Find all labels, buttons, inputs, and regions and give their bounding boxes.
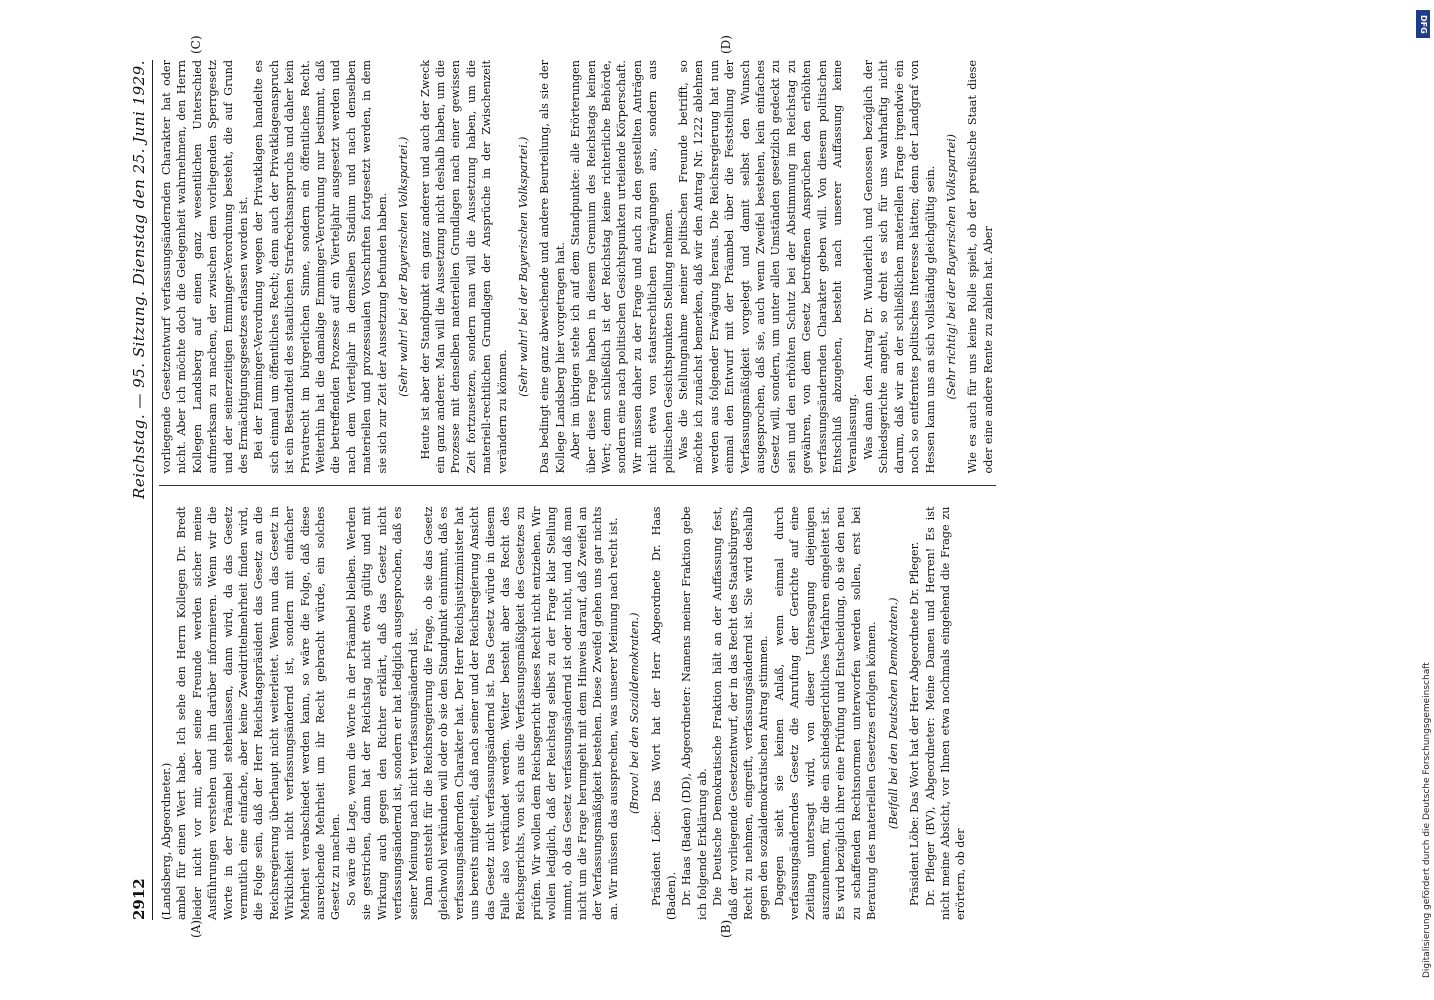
paragraph: Heute ist aber der Standpunkt ein ganz anderer und auch der Zweck ein ganz anderer. Man will die Aussetzung nicht deshalb haben, um die Prozesse mit denselben materiellen Grundlagen nach einer gewissen Zeit fortzusetzen, sondern man will die Aussetzung haben, um die materiell-rechtlichen Grundlagen der Ansprüche in der Zwischenzeit verändern zu können.: [418, 60, 509, 474]
paragraph: (Bravo! bei den Sozialdemokraten.): [628, 612, 642, 814]
paragraph: ambel für einen Wert habe. Ich sehe den Herrn Kollegen Dr. Bredt leider nicht vor mir, aber seine Freunde werden sicher meine Ausführungen verstehen und ihn darüber informieren. Wenn wir die Worte in der Präambel stehenlassen, dann wird, da das Gesetz vermutlich eine einfache, aber keine Zweidrittelmehrheit finden wird, die Folge sein, daß der Herr Reichstagspräsident das Gesetz an die Reichsregierung überhaupt nicht weiterleitet. Wenn nun das Gesetz in Wirklichkeit nicht verfassungsändernd ist, sondern mit einfacher Mehrheit verabschiedet werden kann, so wäre die Folge, daß diese ausreichende Mehrheit um ihr Recht gebracht würde, ein solches Gesetz zu machen.: [175, 506, 343, 920]
credit-text: Digitalisierung gefördert durch die Deutsche Forschungsgemeinschaft: [1422, 662, 1432, 978]
paragraph: (Landsberg, Abgeordneter.): [160, 762, 173, 920]
page-title: Reichstag. — 95. Sitzung. Dienstag den 25. Juni 1929.: [130, 60, 148, 499]
paragraph: So wäre die Lage, wenn die Worte in der Präambel bleiben. Werden sie gestrichen, dann hat der Reichstag nicht etwa gültig und mit Wirkung auch gegen den Richter erklärt, daß das Gesetz nicht verfassungsändernd ist, sondern er hat lediglich ausgesprochen, daß es seiner Meinung nach nicht verfassungsändernd ist.: [344, 506, 420, 920]
paragraph: Die Deutsche Demokratische Fraktion hält an der Auffassung fest, daß der vorliegende Gesetzentwurf, der in das Recht des Staatsbürgers, Recht zu nehmen, eingreift, verfassungsändernd ist. Sie wird deshalb gegen den sozialdemokratischen Antrag stimmen.: [711, 506, 771, 920]
paragraph: Dr. Haas (Baden) (DD), Abgeordneter: Namens meiner Fraktion gebe ich folgende Erklärung ab.: [680, 506, 709, 920]
page-header: [130, 60, 153, 920]
paragraph: Das bedingt eine ganz abweichende und andere Beurteilung, als sie der Kollege Landsberg hier vorgetragen hat.: [538, 60, 567, 474]
paragraph: vorliegende Gesetzentwurf verfassungsändernden Charakter hat oder nicht. Aber ich möchte doch die Gelegenheit wahrnehmen, den Herrn Kollegen Landsberg auf einen ganz wesentlichen Unterschied aufmerksam zu machen, der zwischen dem vorliegenden Sperrgesetz und der seinerzeitigen Emminger-Verordnung besteht, die auf Grund des Ermächtigungsgesetzes erlassen worden ist.: [160, 60, 251, 474]
paragraph: Was dann den Antrag Dr. Wunderlich und Genossen bezüglich der Schiedsgerichte angeht, so dreht es sich für uns wahrhaftig nicht darum, daß wir an der schließlichen materiellen Frage irgendwie ein noch so entferntes politisches Interesse hätten; denn der Landgraf von Hessen kann uns an sich vollständig gleichgültig sein.: [861, 60, 937, 474]
text-columns: [159, 35, 996, 938]
paragraph: Präsident Löbe: Das Wort hat der Herr Abgeordnete Dr. Haas (Baden).: [649, 506, 678, 920]
paragraph: (Beifall bei den Deutschen Demokraten.): [886, 597, 900, 830]
scanned-page: [60, 35, 1380, 970]
page-number: 2912: [130, 878, 148, 920]
paragraph: Aber im übrigen stehe ich auf dem Standpunkte: alle Erörterungen über diese Frage haben in diesem Gremium des Reichstags keinen Wert; denn schließlich ist der Reichstag keine richterliche Behörde, sondern eine nach politischen Gesichtspunkten urteilende Körperschaft. Wir müssen daher zu der Frage und auch zu den gestellten Anträgen nicht etwa von staatsrechtlichen Erwägungen aus, sondern aus politischen Gesichtspunkten Stellung nehmen.: [569, 60, 675, 474]
margin-mark-d: (D): [719, 35, 733, 54]
margin-mark-b: (B): [719, 919, 733, 938]
margin-mark-c: (C): [189, 35, 203, 54]
dfg-logo: DFG: [1416, 10, 1430, 38]
document-sheet: [130, 35, 1230, 940]
left-column: [159, 507, 996, 921]
right-column: [159, 60, 996, 487]
credit-strip: [1408, 10, 1432, 990]
margin-mark-a: (A): [189, 919, 203, 938]
paragraph: Wie es auch für uns keine Rolle spielt, ob der preußische Staat diese oder eine andere Rente zu zahlen hat. Aber: [966, 60, 995, 474]
paragraph: Was die Stellungnahme meiner politischen Freunde betrifft, so möchte ich zunächst bemerken, daß wir den Antrag Nr. 1222 ablehnen werden aus folgender Erwägung heraus. Die Reichsregierung hat nun einmal den Entwurf mit der Präambel über die Feststellung der Verfassungsmäßigkeit vorgelegt und damit selbst den Wunsch ausgesprochen, daß sie, auch wenn Zweifel bestehen, kein einfaches Gesetz will, sondern, um unter allen Umständen gesetzlich gedeckt zu sein und den erhöhten Schutz bei der Abstimmung im Reichstag zu gewähren, von dem Gesetz betroffenen Ansprüchen den erhöhten verfassungsändernden Charakter geben will. Von diesem politischen Entschluß abzugehen, besteht nach unserer Auffassung keine Veranlassung.: [677, 60, 860, 474]
paragraph: (Sehr richtig! bei der Bayerischen Volkspartei): [944, 133, 958, 400]
paragraph: Bei der Emminger-Verordnung wegen der Privatklagen handelte es sich einmal um öffentliches Recht; denn auch der Privatklageanspruch ist ein Bestandteil des staatlichen Strafrechtsanspruchs und daher kein Privatrecht im bürgerlichen Sinne, sondern ein öffentliches Recht. Weiterhin hat die damalige Emminger-Verordnung nur bestimmt, daß die betreffenden Prozesse auf ein Vierteljahr ausgesetzt werden und nach dem Vierteljahr in demselben Stadium und nach denselben materiellen und prozessualen Vorschriften fortgesetzt werden, in dem sie sich zur Zeit der Aussetzung befunden haben.: [252, 60, 389, 474]
paragraph: Dagegen sieht sie keinen Anlaß, wenn einmal durch verfassungsänderndes Gesetz die Anrufung der Gerichte auf eine Zeitlang untersagt wird, von dieser Untersagung diejenigen auszunehmen, für die ein schiedsgerichtliches Verfahren eingeleitet ist. Es wird bezüglich ihrer eine Prüfung und Entscheidung, ob sie den neu zu schaffenden Rechtsnormen unterworfen werden sollen, erst bei Beratung des materiellen Gesetzes erfolgen können.: [772, 506, 879, 920]
paragraph: Präsident Löbe: Das Wort hat der Herr Abgeordnete Dr. Pfleger.: [908, 541, 922, 906]
paragraph: (Sehr wahr! bei der Bayerischen Volkspartei.): [397, 136, 411, 397]
paragraph: (Sehr wahr! bei der Bayerischen Volkspartei.): [516, 136, 530, 397]
paragraph: Dann entsteht für die Reichsregierung die Frage, ob sie das Gesetz gleichwohl verkünden will oder ob sie den Standpunkt einnimmt, daß es verfassungsändernden Charakter hat. Der Herr Reichsjustizminister hat uns bereits mitgeteilt, daß nach seiner und der Reichsregierung Ansicht das Gesetz nicht verfassungsändernd ist. Das Gesetz würde in diesem Falle also verkündet werden. Weiter besteht aber das Recht des Reichsgerichts, von sich aus die Verfassungsmäßigkeit des Gesetzes zu prüfen. Wir wollen dem Reichsgericht dieses Recht nicht entziehen. Wir wollen lediglich, daß der Reichstag selbst zu der Frage klar Stellung nimmt, ob das Gesetz verfassungsändernd ist oder nicht, und daß man nicht um die Frage herumgeht mit dem Hinweis darauf, daß Zweifel an der Verfassungsmäßigkeit bestehen. Diese Zweifel gehen uns gar nichts an. Wir müssen das aussprechen, was unserer Meinung nach recht ist.: [421, 506, 620, 920]
paragraph: Dr. Pfleger (BV), Abgeordneter: Meine Damen und Herren! Es ist nicht meine Absicht, vor Ihnen etwa nochmals eingehend die Frage zu erörtern, ob der: [923, 506, 968, 920]
